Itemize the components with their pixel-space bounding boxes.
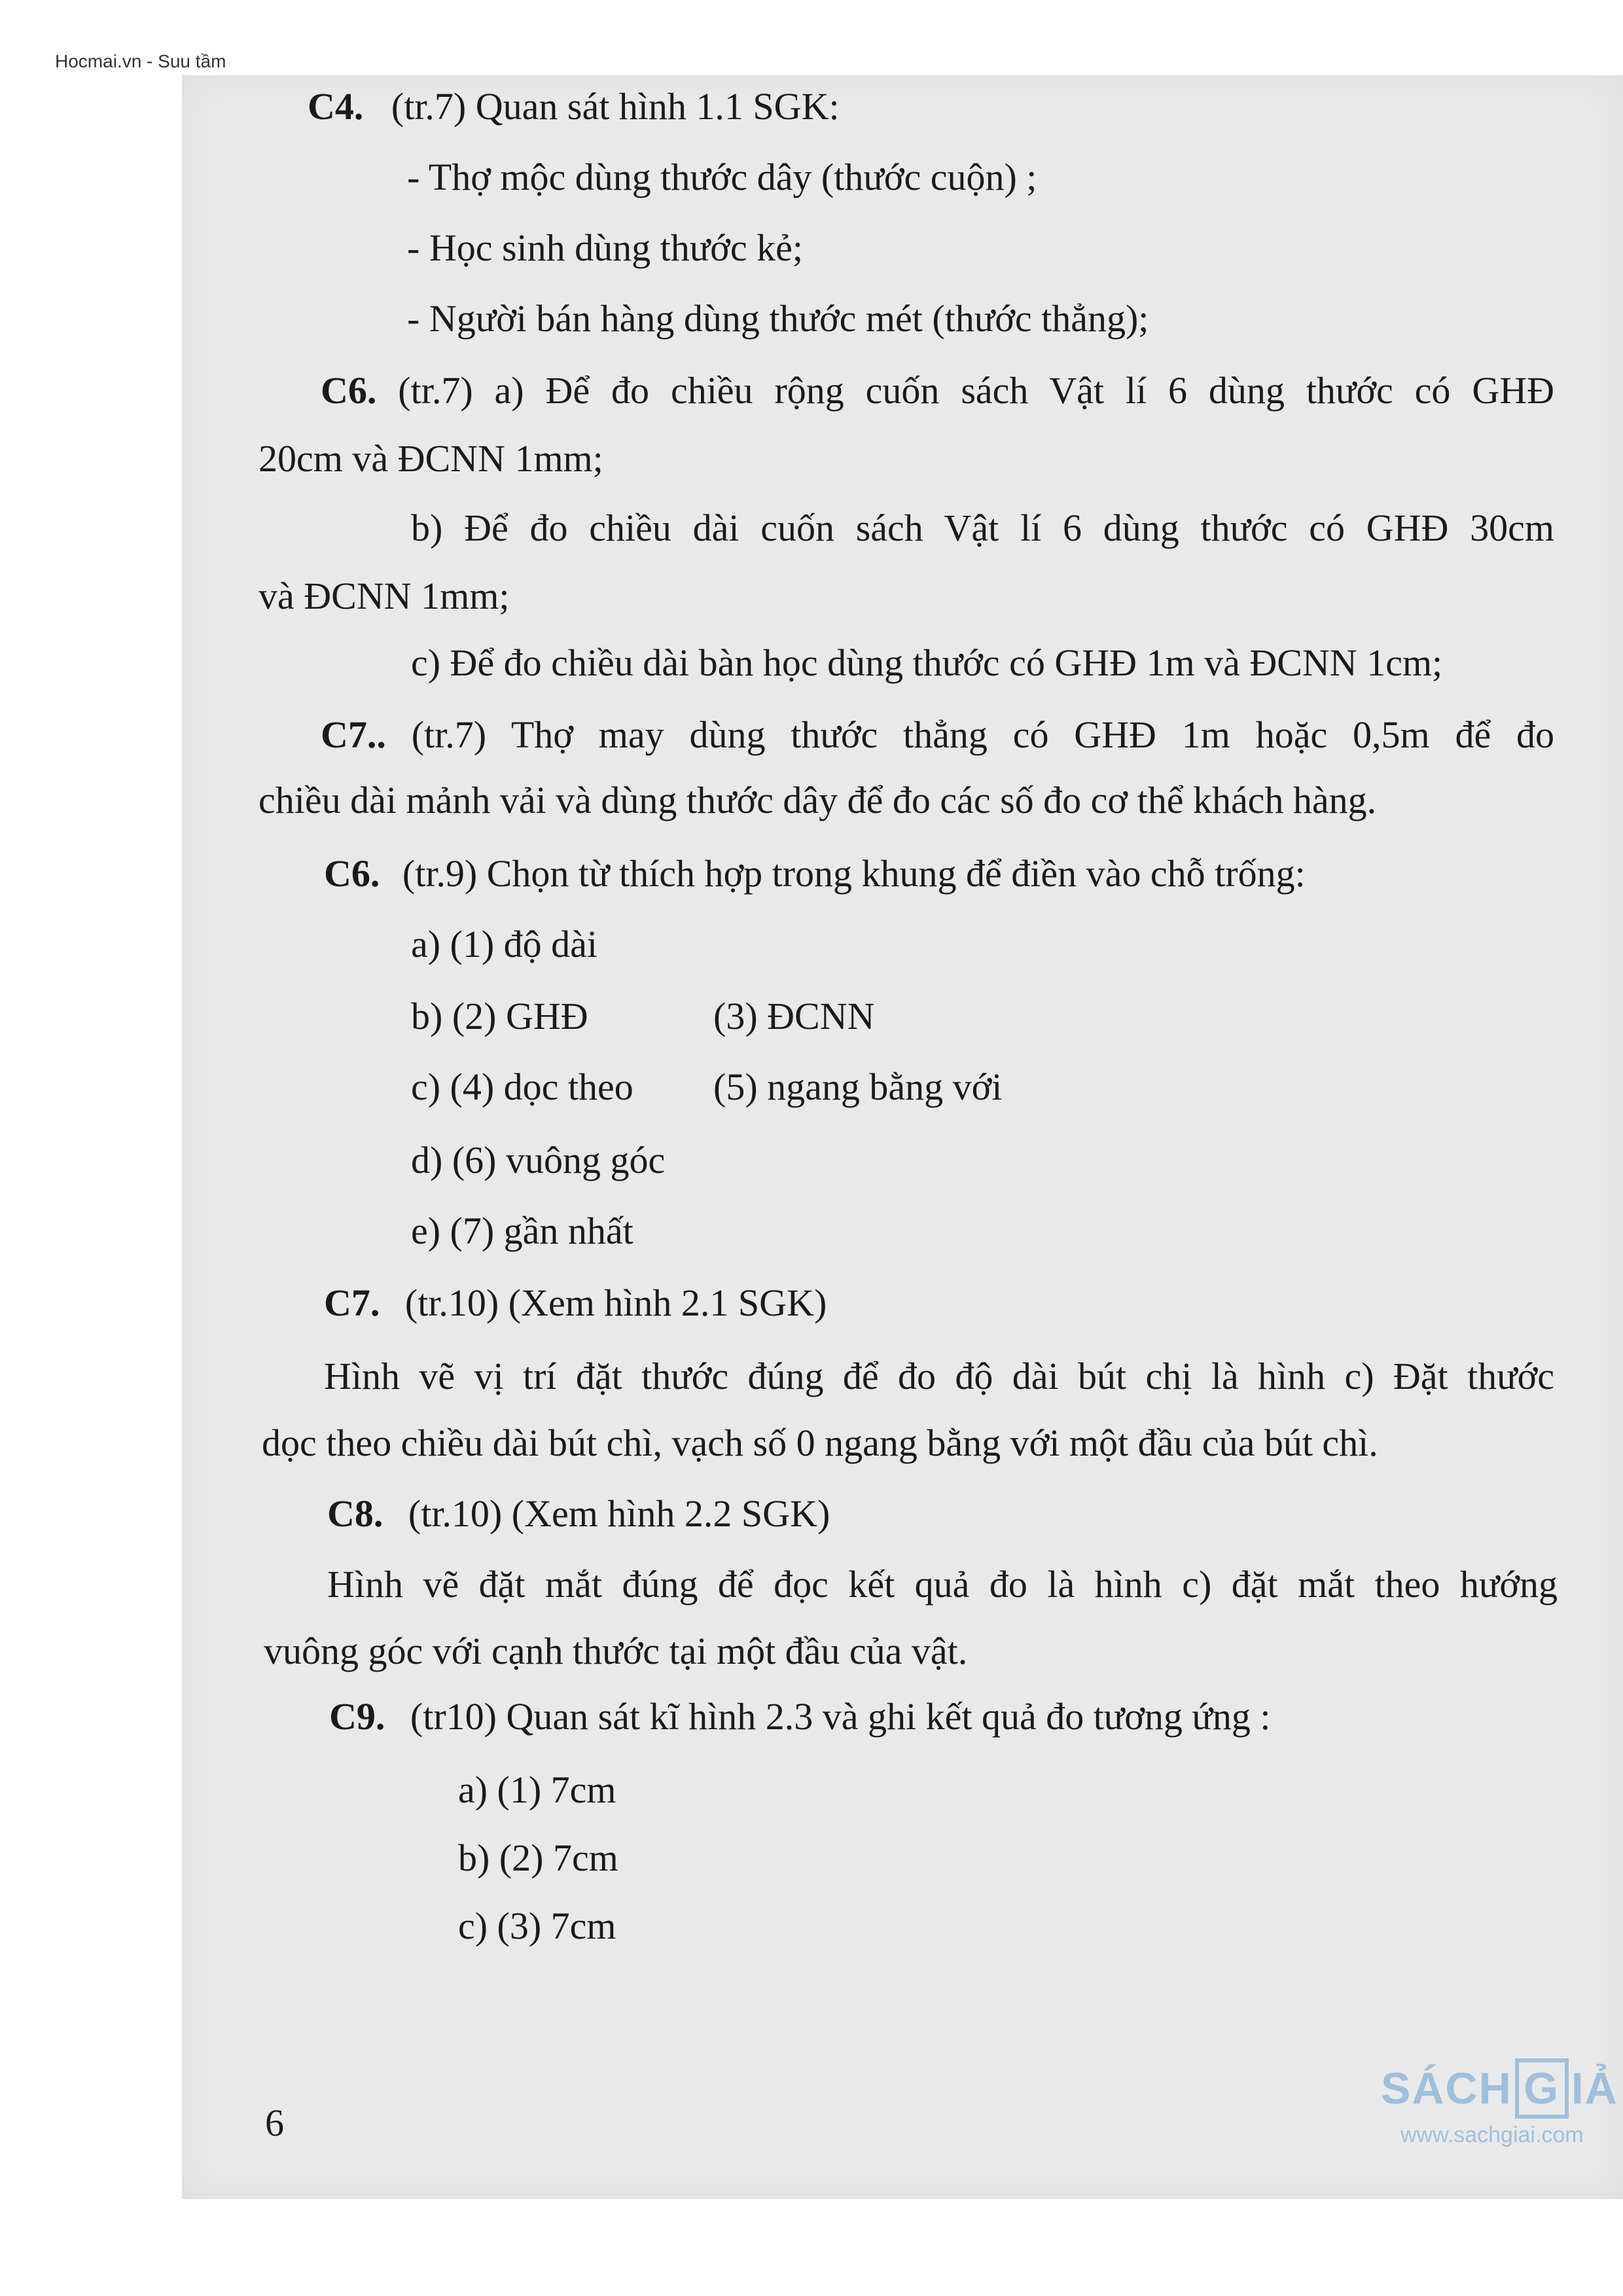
c9-item-c: c) (3) 7cm [458, 1905, 616, 1947]
c6b-item-b-1: b) (2) GHĐ [411, 995, 588, 1037]
c6b-item-b [411, 997, 588, 1035]
c6b-item-d: d) (6) vuông góc [411, 1139, 666, 1181]
c6a-line-2: 20cm và ĐCNN 1mm; [259, 437, 603, 480]
c7b-heading [324, 1284, 827, 1322]
c6b-item-c-1: c) (4) dọc theo [411, 1066, 633, 1108]
c8-line-1: Hình vẽ đặt mắt đúng để đọc kết quả đo là hình c) đặt mắt theo hướng [327, 1563, 1558, 1605]
c4-label: C4. [308, 85, 364, 128]
c7b-text: (tr.10) (Xem hình 2.1 SGK) [404, 1282, 827, 1324]
c7b-line-2: dọc theo chiều dài bút chì, vạch số 0 ngang bằng với một đầu của bút chì. [262, 1422, 1378, 1464]
c6b-text: (tr.9) Chọn từ thích hợp trong khung để điền vào chỗ trống: [402, 852, 1306, 895]
c4-item-3: - Người bán hàng dùng thước mét (thước thẳng); [407, 297, 1149, 340]
page-number: 6 [265, 2102, 284, 2144]
c6a-text-1: (tr.7) a) Để đo chiều rộng cuốn sách Vật lí 6 dùng thước có GHĐ [398, 369, 1554, 412]
c8-text: (tr.10) (Xem hình 2.2 SGK) [408, 1492, 830, 1535]
c6a-line-4: và ĐCNN 1mm; [259, 575, 510, 617]
c6b-item-a: a) (1) độ dài [411, 923, 598, 965]
c9-item-b: b) (2) 7cm [458, 1837, 618, 1879]
c6b-item-b-2: (3) ĐCNN [713, 995, 875, 1037]
c6b-item-c-2: (5) ngang bằng với [713, 1066, 1003, 1108]
logo-word-right: IẢ [1571, 2064, 1618, 2113]
header-note: Hocmai.vn - Suu tầm [55, 51, 226, 71]
c4-item-2: - Học sinh dùng thước kẻ; [407, 226, 803, 269]
c6a-label: C6. [321, 369, 377, 412]
logo-word-left: SÁCH [1381, 2064, 1512, 2113]
c6a-line-1 [321, 369, 1554, 412]
logo-g-box: G [1515, 2058, 1569, 2119]
c7b-label: C7. [324, 1282, 380, 1324]
c6b-label: C6. [324, 852, 380, 895]
c8-line-2: vuông góc với cạnh thước tại một đầu của vật. [264, 1630, 968, 1672]
c6a-line-5: c) Để đo chiều dài bàn học dùng thước có GHĐ 1m và ĐCNN 1cm; [411, 641, 1443, 684]
c8-label: C8. [327, 1492, 383, 1535]
c7a-line-1 [321, 713, 1555, 756]
c7b-line-1: Hình vẽ vị trí đặt thước đúng để đo độ dài bút chị là hình c) Đặt thước [324, 1355, 1554, 1397]
c8-heading [327, 1492, 830, 1535]
sachgiai-logo [1381, 2058, 1618, 2148]
c4-text: (tr.7) Quan sát hình 1.1 SGK: [391, 85, 840, 128]
c9-item-a: a) (1) 7cm [458, 1768, 616, 1811]
c9-text: (tr10) Quan sát kĩ hình 2.3 và ghi kết quả đo tương ứng : [410, 1695, 1271, 1738]
c7a-text-1: (tr.7) Thợ may dùng thước thẳng có GHĐ 1m hoặc 0,5m để đo [411, 713, 1555, 756]
c9-label: C9. [329, 1695, 385, 1738]
c9-heading [329, 1695, 1271, 1738]
logo-url: www.sachgiai.com [1400, 2123, 1584, 2147]
c4-heading [308, 85, 840, 128]
logo-word [1381, 2058, 1618, 2119]
c4-item-1: - Thợ mộc dùng thước dây (thước cuộn) ; [407, 156, 1037, 198]
c6b-heading [324, 852, 1306, 895]
c7a-line-2: chiều dài mảnh vải và dùng thước dây để đo các số đo cơ thể khách hàng. [259, 779, 1377, 821]
c6b-item-e: e) (7) gần nhất [411, 1210, 633, 1252]
c6a-line-3: b) Để đo chiều dài cuốn sách Vật lí 6 dùng thước có GHĐ 30cm [411, 507, 1554, 549]
c7a-label: C7.. [321, 713, 386, 756]
